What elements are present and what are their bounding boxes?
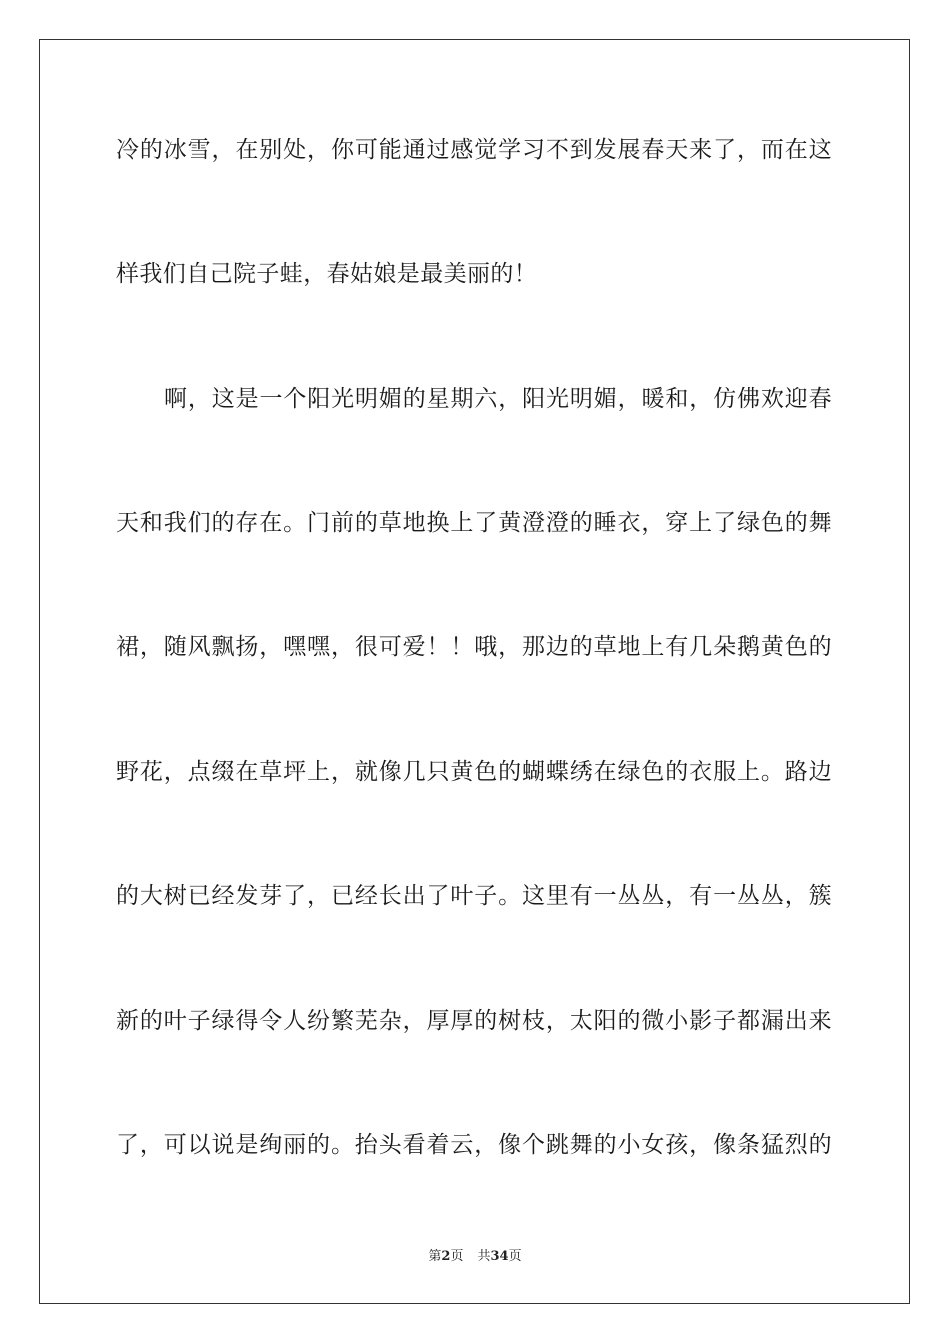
text-line-8: 新的叶子绿得令人纷繁芜杂，厚厚的树枝，太阳的微小影子都漏出来	[116, 1008, 832, 1034]
text-line-2: 样我们自己院子蛙，春姑娘是最美丽的！	[116, 261, 538, 287]
text-line-6: 野花，点缀在草坪上，就像几只黄色的蝴蝶绣在绿色的衣服上。路边	[116, 759, 832, 785]
total-suffix: 页	[508, 1249, 522, 1264]
text-line-7: 的大树已经发芽了，已经长出了叶子。这里有一丛丛，有一丛丛，簇	[116, 883, 832, 909]
paragraph-start-line: 啊，这是一个阳光明媚的星期六，阳光明媚，暖和，仿佛欢迎春	[164, 386, 832, 412]
total-prefix: 共	[477, 1249, 491, 1264]
text-line-4: 天和我们的存在。门前的草地换上了黄澄澄的睡衣，穿上了绿色的舞	[116, 510, 832, 536]
text-line-9: 了，可以说是绚丽的。抬头看着云，像个跳舞的小女孩，像条猛烈的	[116, 1132, 832, 1158]
total-pages: 34	[490, 1249, 509, 1264]
text-line-5: 裙，随风飘扬，嘿嘿，很可爱！！哦，那边的草地上有几朵鹅黄色的	[116, 634, 832, 660]
page-number: 2	[441, 1249, 451, 1264]
page-suffix: 页	[450, 1249, 464, 1264]
page-footer	[0, 1248, 950, 1266]
text-line-1: 冷的冰雪，在别处，你可能通过感觉学习不到发展春天来了，而在这	[116, 137, 832, 163]
page-prefix: 第	[428, 1249, 442, 1264]
page-border	[39, 39, 910, 1304]
